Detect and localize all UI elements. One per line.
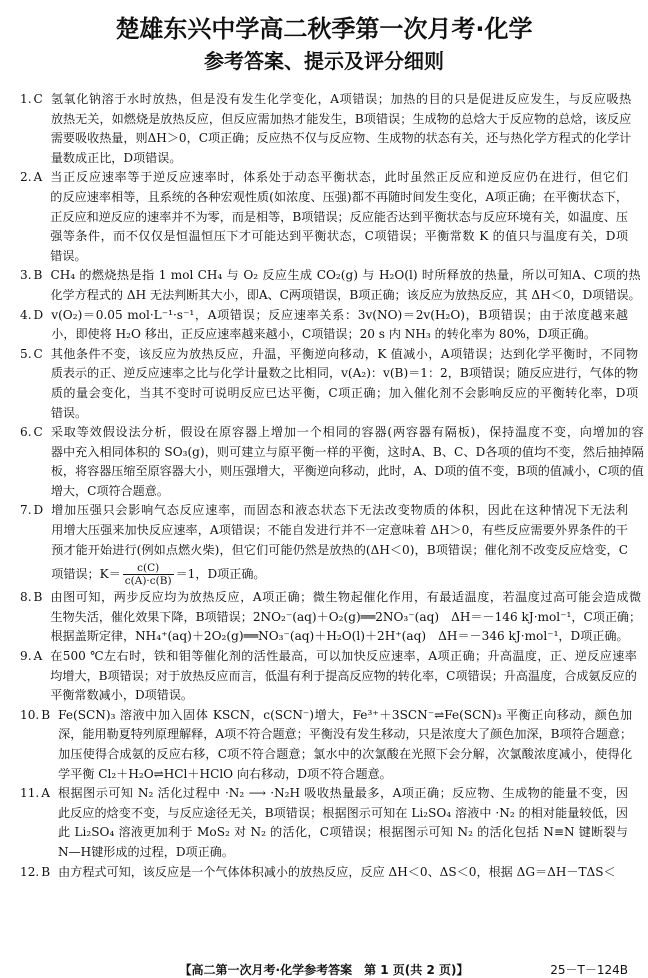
- explanation-line: 生物失活，催化效果下降，B项错误；2NO₂⁻(aq)＋O₂(g)══2NO₃⁻(aq) ΔH＝－146 kJ·mol⁻¹，C项正确；: [50, 609, 642, 624]
- explanation-line: 加压使得合成氨的反应右移，C项不符合题意；氯水中的次氯酸在光照下会分解，次氯酸浓度减小，使得化: [58, 747, 633, 761]
- answer-item: [20, 588, 642, 647]
- answer-choice: D: [33, 503, 44, 518]
- answer-item: [20, 647, 637, 706]
- explanation-line: 深，能用勒夏特列原理解释，A项不符合题意；平衡没有发生移动，只是浓度大了颜色加深，B项符合题意；: [58, 727, 633, 742]
- explanation-line: 均增大，B项错误；对于放热反应而言，低温有利于提高反应物的转化率，C项错误；升高温度，合成氨反应的: [50, 668, 637, 683]
- explanation-line: 根据盖斯定律，NH₄⁺(aq)＋2O₂(g)══NO₃⁻(aq)＋H₂O(l)＋2H⁺(aq) ΔH＝－346 kJ·mol⁻¹，D项正确。: [50, 629, 629, 644]
- question-number: 12.: [20, 864, 40, 879]
- explanation-line: 根据图示可知 N₂ 活化过程中 ·N₂ ⟶ ·N₂H 吸收热量最多，A项正确；反应物、生成物的能量不变，因: [57, 786, 628, 801]
- question-number: 7.: [20, 503, 32, 518]
- explanation-line: 小，即使将 H₂O 移出，正反应速率越来越小，C项错误；20 s 内 NH₃ 的转化率为 80%，D项正确。: [51, 327, 596, 342]
- answer-choice: B: [41, 864, 51, 879]
- explanation-line: 氢氧化钠溶于水时放热，但是没有发生化学变化，A项错误；加热的目的只是促进反应发生，与反应吸热: [50, 92, 632, 106]
- explanation-line: 板，将容器压缩至原容器大小，则压强增大，平衡逆向移动，此时，A、D项的值不变，B项的值减小，C项的值: [50, 464, 644, 479]
- answer-item: [20, 90, 632, 168]
- explanation-line: 错误。: [50, 405, 88, 420]
- explanation: [50, 647, 637, 706]
- question-number: 9.: [20, 649, 32, 664]
- explanation-line: 质的量会变化，当其不变时可说明反应已达平衡，C项正确；加入催化剂不会影响反应的平衡转化率，D项: [50, 385, 639, 400]
- explanation-line: 强等条件，而不仅仅是恒温恒压下才可能达到平衡状态，C项错误；平衡常数 K 的值只与温度有关，D项: [50, 229, 628, 244]
- answer-choice: B: [33, 268, 43, 283]
- explanation-line: 当正反应速率等于逆反应速率时，体系处于动态平衡状态，此时虽然正反应和逆反应仍在进行，但它们: [50, 170, 628, 185]
- explanation-line: Fe(SCN)₃ 溶液中加入固体 KSCN，c(SCN⁻)增大，Fe³⁺＋3SCN⁻⇌Fe(SCN)₃ 平衡正向移动，颜色加: [58, 707, 633, 722]
- explanation-line: 此 Li₂SO₄ 溶液更加利于 MoS₂ 对 N₂ 的活化，C项错误；根据图示可知 N₂ 的活化包括 N≡N 键断裂与: [57, 825, 628, 840]
- question-number: 4.: [20, 307, 32, 322]
- explanation-line: 错误。: [50, 248, 87, 263]
- explanation-line: 预才能开始进行(例如点燃火柴)，但它们可能仍然是放热的(ΔH＜0)，B项错误；催化剂不改变反应焓变，C: [51, 542, 628, 557]
- question-number: 5.: [20, 346, 32, 361]
- explanation: [58, 863, 628, 883]
- answer-item: [20, 706, 633, 784]
- explanation-line: 平衡常数减小，D项错误。: [50, 688, 194, 703]
- footer-code: 25－T－124B: [550, 963, 628, 977]
- explanation-line: 器中充入相同体积的 SO₃(g)，则可建立与原平衡一样的平衡，这时A、B、C、D各项的值均不变，然后抽掉隔: [50, 444, 644, 459]
- answer-item: [20, 266, 641, 305]
- explanation-line: 采取等效假设法分析，假设在原容器上增加一个相同的容器(两容器有隔板)，保持温度不变，向增加的容: [50, 425, 644, 440]
- explanation-line: CH₄ 的燃烧热是指 1 mol CH₄ 与 O₂ 反应生成 CO₂(g) 与 H₂O(l) 时所释放的热量，所以可知A、C项的热: [50, 268, 641, 283]
- equilibrium-constant-expression: [51, 560, 628, 588]
- answer-choice: B: [41, 707, 51, 722]
- answer-choice: A: [33, 649, 43, 664]
- explanation-line: 增加压强只会影响气态反应速率，而固态和液态状态下无法改变物质的体积，因此在这种情况下无法利: [51, 503, 628, 518]
- expression-prefix: 项错误；K＝: [51, 567, 121, 582]
- answer-choice: A: [33, 170, 43, 185]
- fraction-numerator: c(C): [123, 562, 174, 575]
- answer-item: [20, 345, 639, 423]
- explanation-line: 需要吸收热量，则ΔH＞0，C项正确；反应热不仅与反应物、生成物的状态有关，还与热化学方程式的化学计: [50, 131, 632, 146]
- question-number: 3.: [20, 268, 32, 283]
- answer-choice: C: [33, 92, 43, 106]
- explanation-line: 放热无关，如燃烧是放热反应，但反应需加热才能发生，B项错误；生成物的总焓大于反应物的总焓，该反应: [50, 111, 632, 126]
- explanation-line: 此反应的焓变不变，与反应途径无关，B项错误；根据图示可知在 Li₂SO₄ 溶液中 ·N₂ 的相对能量较低，因: [57, 805, 628, 820]
- explanation: [51, 501, 628, 588]
- answer-choice: A: [41, 786, 50, 801]
- explanation-line: 增大，C项符合题意。: [50, 483, 169, 498]
- answer-item: [20, 863, 628, 883]
- question-number: 8.: [20, 590, 32, 605]
- explanation: [51, 90, 631, 168]
- explanation-line: 的反应速率相等，且系统的各种宏观性质(如浓度、压强)都不再随时间发生变化，A项正确；在平衡状态下，: [50, 189, 628, 204]
- question-number: 1.: [20, 92, 32, 106]
- explanation: [58, 784, 628, 862]
- question-number: 11.: [20, 786, 40, 801]
- footer-page-info: 【高二第一次月考·化学参考答案 第 1 页(共 2 页)】: [179, 963, 469, 977]
- question-number: 6.: [20, 425, 32, 440]
- explanation-line: 其他条件不变，该反应为放热反应，升温，平衡逆向移动，K 值减小，A项错误；达到化学平衡时，不同物: [50, 346, 639, 361]
- answer-item: [20, 501, 628, 588]
- explanation: [51, 306, 628, 345]
- expression-suffix: ＝1，D项正确。: [175, 567, 266, 582]
- page-title: 楚雄东兴中学高二秋季第一次月考·化学: [115, 15, 533, 43]
- answer-choice: D: [33, 307, 44, 322]
- explanation: [58, 706, 632, 784]
- answer-item: [20, 784, 628, 862]
- explanation: [50, 588, 641, 647]
- explanation-line: 量数成正比，D项错误。: [50, 150, 182, 165]
- question-number: 2.: [20, 170, 32, 185]
- explanation: [51, 345, 638, 423]
- answer-choice: B: [33, 590, 43, 605]
- explanation-line: 学平衡 Cl₂＋H₂O⇌HCl＋HClO 向右移动，D项不符合题意。: [58, 766, 392, 781]
- explanation-line: v(O₂)＝0.05 mol·L⁻¹·s⁻¹，A项错误；反应速率关系：3v(NO)＝2v(H₂O)，B项错误；由于浓度越来越: [51, 307, 628, 322]
- answer-choice: C: [33, 346, 43, 361]
- explanation-line: 由方程式可知，该反应是一个气体体积减小的放热反应，反应 ΔH＜0、ΔS＜0，根据 ΔG＝ΔH－TΔS＜: [58, 864, 616, 879]
- explanation-line: 用增大压强来加快反应速率，A项错误；不能自发进行并不一定意味着 ΔH＞0，有些反应需要外界条件的干: [51, 523, 628, 538]
- answer-item: [20, 168, 628, 266]
- explanation: [51, 423, 644, 501]
- explanation-line: 由图可知，两步反应均为放热反应，A项正确；微生物起催化作用，有最适温度，若温度过高可能会造成微: [50, 590, 642, 605]
- question-number: 10.: [20, 707, 40, 722]
- explanation-line: 正反应和逆反应的速率并不为零，而是相等，B项错误；反应能否达到平衡状态与反应环境有关，如温度、压: [50, 209, 628, 224]
- explanation-line: 质表示的正、逆反应速率之比与化学计量数之比相同，v(A₂)：v(B)＝1：2，B项错误；随反应进行，气体的物: [50, 366, 639, 381]
- answer-item: [20, 306, 628, 345]
- explanation-line: 在500 ℃左右时，铁和钼等催化剂的活性最高，可以加快反应速率，A项正确；升高温度，正、逆反应速率: [50, 649, 637, 664]
- answer-list: [20, 90, 644, 882]
- fraction: [123, 562, 174, 587]
- explanation: [50, 168, 628, 266]
- explanation: [50, 266, 640, 305]
- answer-choice: C: [33, 425, 43, 440]
- page-subtitle: 参考答案、提示及评分细则: [204, 49, 444, 73]
- explanation-line: N—H键形成的过程，D项正确。: [57, 844, 234, 859]
- answer-item: [20, 423, 644, 501]
- explanation-line: 化学方程式的 ΔH 无法判断其大小，即A、C两项错误，B项正确；该反应为放热反应，其 ΔH＜0，D项错误。: [50, 287, 641, 302]
- fraction-denominator: c(A)·c(B): [124, 575, 172, 588]
